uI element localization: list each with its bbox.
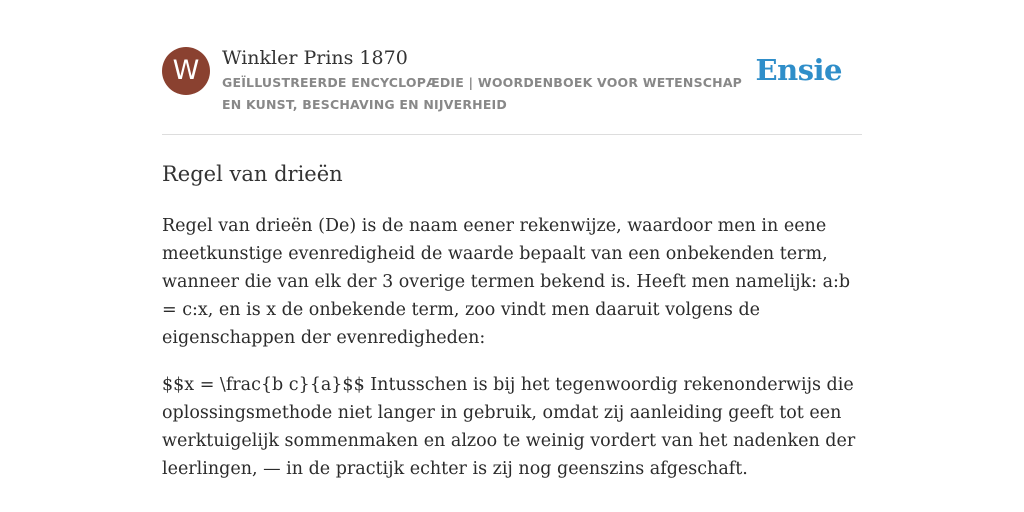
source-title[interactable]: Winkler Prins 1870	[222, 47, 408, 69]
source-header	[162, 0, 862, 135]
brand-logo[interactable]: Ensie	[755, 53, 842, 87]
article-paragraph: $$x = \frac{b c}{a}$$ Intusschen is bij het tegenwoordig rekenonderwijs die oplossingsmethode niet langer in gebruik, omdat zij aanleiding geeft tot een werktuigelijk sommenmaken en alzoo te weinig vordert van het nadenken der leerlingen, — in de practijk echter is zij nog geenszins afgeschaft.	[162, 375, 856, 479]
article-title: Regel van drieën	[162, 162, 343, 186]
article-paragraph: Regel van drieën (De) is de naam eener rekenwijze, waardoor men in eene meetkunstige evenredigheid de waarde bepaalt van een onbekenden term, wanneer die van elk der 3 overige termen bekend is. Heeft men namelijk: a:b = c:x, en is x de onbekende term, zoo vindt men daaruit volgens de eigenschappen der evenredigheden:	[162, 216, 851, 348]
source-subtitle: GEÏLLUSTREERDE ENCYCLOPÆDIE | WOORDENBOEK VOOR WETENSCHAP EN KUNST, BESCHAVING EN NIJVERHEID	[222, 75, 743, 112]
page-container	[162, 0, 862, 479]
avatar[interactable]: W	[162, 47, 210, 95]
